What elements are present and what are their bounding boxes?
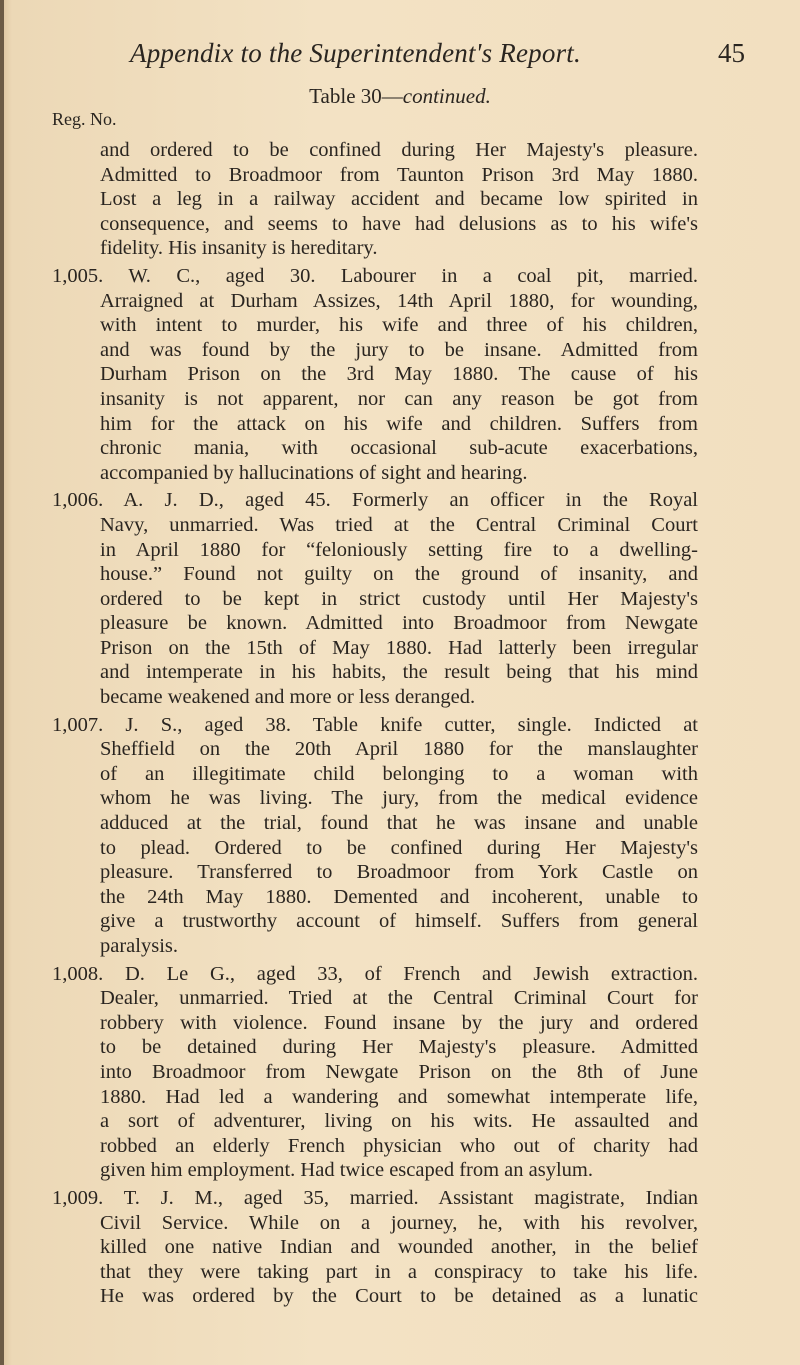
entry-text: that they were taking part in a conspiracy to take his life.: [100, 1260, 698, 1283]
entry-text: Sheffield on the 20th April 1880 for the manslaughter: [100, 738, 698, 761]
entry-text: into Broadmoor from Newgate Prison on the 8th of June: [100, 1060, 698, 1083]
entry-line: [52, 562, 698, 587]
entry-text: to plead. Ordered to be confined during Her Majesty's: [100, 836, 698, 859]
entry-line: [52, 1158, 698, 1183]
entry-line: [52, 1211, 698, 1236]
entry-text: chronic mania, with occasional sub-acute exacerbations,: [100, 437, 698, 460]
entry-line: [52, 362, 698, 387]
entry-line: [52, 461, 698, 486]
entry-line: [52, 488, 698, 513]
entry-number: 1,005.: [52, 264, 104, 287]
entry-line: [52, 1235, 698, 1260]
register-entry: [52, 713, 698, 959]
table-title-continued: continued.: [402, 84, 491, 108]
entry-line: [52, 909, 698, 934]
entry-line: [52, 737, 698, 762]
entry-line: [52, 1011, 698, 1036]
entry-text: Admitted to Broadmoor from Taunton Prison 3rd May 1880.: [100, 163, 698, 186]
entry-line: [52, 811, 698, 836]
entry-line: [52, 1134, 698, 1159]
entry-line: [52, 1186, 698, 1211]
register-entry: [52, 138, 698, 261]
entry-text: Lost a leg in a railway accident and became low spirited in: [100, 188, 698, 211]
page-edge: [0, 0, 4, 1365]
entry-line: [52, 538, 698, 563]
entry-text: A. J. D., aged 45. Formerly an officer in the Royal: [123, 489, 698, 512]
entry-text: Dealer, unmarried. Tried at the Central Criminal Court for: [100, 987, 698, 1010]
entry-text: Prison on the 15th of May 1880. Had latterly been irregular: [100, 636, 698, 659]
entry-text: Navy, unmarried. Was tried at the Central Criminal Court: [100, 513, 698, 536]
entry-text: the 24th May 1880. Demented and incoherent, unable to: [100, 885, 698, 908]
entry-line: [52, 1035, 698, 1060]
entry-text: accompanied by hallucinations of sight and hearing.: [100, 461, 528, 484]
entry-text: of an illegitimate child belonging to a woman with: [100, 762, 698, 785]
entry-text: with intent to murder, his wife and three of his children,: [100, 314, 698, 337]
entry-line: [52, 138, 698, 163]
entry-text: He was ordered by the Court to be detained as a lunatic: [100, 1285, 698, 1308]
entry-text: ordered to be kept in strict custody until Her Majesty's: [100, 587, 698, 610]
entry-line: [52, 713, 698, 738]
entry-line: [52, 1284, 698, 1309]
reg-no-label: Reg. No.: [52, 109, 117, 129]
running-header: [0, 38, 800, 72]
entry-line: [52, 387, 698, 412]
entry-text: given him employment. Had twice escaped from an asylum.: [100, 1159, 594, 1182]
entry-text: Civil Service. While on a journey, he, with his revolver,: [100, 1211, 698, 1234]
entry-text: to be detained during Her Majesty's pleasure. Admitted: [100, 1036, 698, 1059]
entry-number: 1,009.: [52, 1186, 104, 1209]
entry-text: Durham Prison on the 3rd May 1880. The cause of his: [100, 363, 698, 386]
entry-line: [52, 762, 698, 787]
table-title-main: Table 30—: [309, 84, 403, 108]
page-number: 45: [718, 38, 745, 68]
entry-line: [52, 836, 698, 861]
entry-line: [52, 236, 698, 261]
entry-text: became weakened and more or less deranged.: [100, 686, 476, 709]
entry-text: consequence, and seems to have had delusions as to his wife's: [100, 212, 698, 235]
entry-text: adduced at the trial, found that he was insane and unable: [100, 812, 698, 835]
register-entry: [52, 488, 698, 709]
entry-line: [52, 1260, 698, 1285]
entry-text: in April 1880 for “feloniously setting fire to a dwelling-: [100, 538, 698, 561]
entry-number: 1,006.: [52, 489, 104, 512]
entry-line: [52, 986, 698, 1011]
entry-line: [52, 611, 698, 636]
entry-text: killed one native Indian and wounded another, in the belief: [100, 1236, 698, 1259]
entry-text: 1880. Had led a wandering and somewhat intemperate life,: [100, 1085, 698, 1108]
entry-line: [52, 264, 698, 289]
entry-line: [52, 338, 698, 363]
entry-line: [52, 1060, 698, 1085]
entry-text: robbery with violence. Found insane by the jury and ordered: [100, 1011, 698, 1034]
entry-line: [52, 962, 698, 987]
entry-text: W. C., aged 30. Labourer in a coal pit, married.: [128, 264, 698, 287]
entry-line: [52, 436, 698, 461]
entry-text: and was found by the jury to be insane. Admitted from: [100, 338, 698, 361]
entry-line: [52, 636, 698, 661]
entry-line: [52, 163, 698, 188]
register-entry: [52, 1186, 698, 1309]
entry-line: [52, 187, 698, 212]
table-title: [0, 84, 800, 109]
entry-text: insanity is not apparent, nor can any reason be got from: [100, 387, 698, 410]
entry-line: [52, 934, 698, 959]
entry-line: [52, 685, 698, 710]
entry-line: [52, 212, 698, 237]
entry-text: him for the attack on his wife and children. Suffers from: [100, 412, 698, 435]
entry-line: [52, 860, 698, 885]
entry-text: Arraigned at Durham Assizes, 14th April 1880, for wounding,: [100, 289, 698, 312]
entry-line: [52, 1109, 698, 1134]
entry-line: [52, 513, 698, 538]
entry-text: pleasure be known. Admitted into Broadmoor from Newgate: [100, 612, 698, 635]
entry-line: [52, 660, 698, 685]
entry-line: [52, 412, 698, 437]
entry-line: [52, 786, 698, 811]
entry-line: [52, 587, 698, 612]
entry-text: paralysis.: [100, 935, 178, 957]
entry-text: fidelity. His insanity is hereditary.: [100, 237, 378, 260]
document-body: [52, 135, 698, 1309]
register-entry: [52, 962, 698, 1183]
entry-text: pleasure. Transferred to Broadmoor from York Castle on: [100, 861, 698, 884]
entry-text: a sort of adventurer, living on his wits. He assaulted and: [100, 1110, 698, 1133]
entry-text: J. S., aged 38. Table knife cutter, single. Indicted at: [125, 713, 698, 736]
entry-text: robbed an elderly French physician who out of charity had: [100, 1134, 698, 1157]
running-title: Appendix to the Superintendent's Report.: [130, 38, 581, 68]
entry-text: whom he was living. The jury, from the medical evidence: [100, 787, 698, 810]
entry-line: [52, 885, 698, 910]
entry-line: [52, 313, 698, 338]
entry-text: house.” Found not guilty on the ground of insanity, and: [100, 563, 698, 586]
entry-text: D. Le G., aged 33, of French and Jewish extraction.: [124, 962, 698, 985]
entry-text: T. J. M., aged 35, married. Assistant magistrate, Indian: [123, 1186, 698, 1209]
entry-text: and ordered to be confined during Her Majesty's pleasure.: [100, 139, 698, 161]
entry-text: and intemperate in his habits, the result being that his mind: [100, 661, 698, 684]
entry-number: 1,008.: [52, 962, 104, 985]
register-entry: [52, 264, 698, 485]
entry-text: give a trustworthy account of himself. Suffers from general: [100, 910, 698, 933]
entry-number: 1,007.: [52, 713, 104, 736]
entry-line: [52, 289, 698, 314]
entry-line: [52, 1085, 698, 1110]
